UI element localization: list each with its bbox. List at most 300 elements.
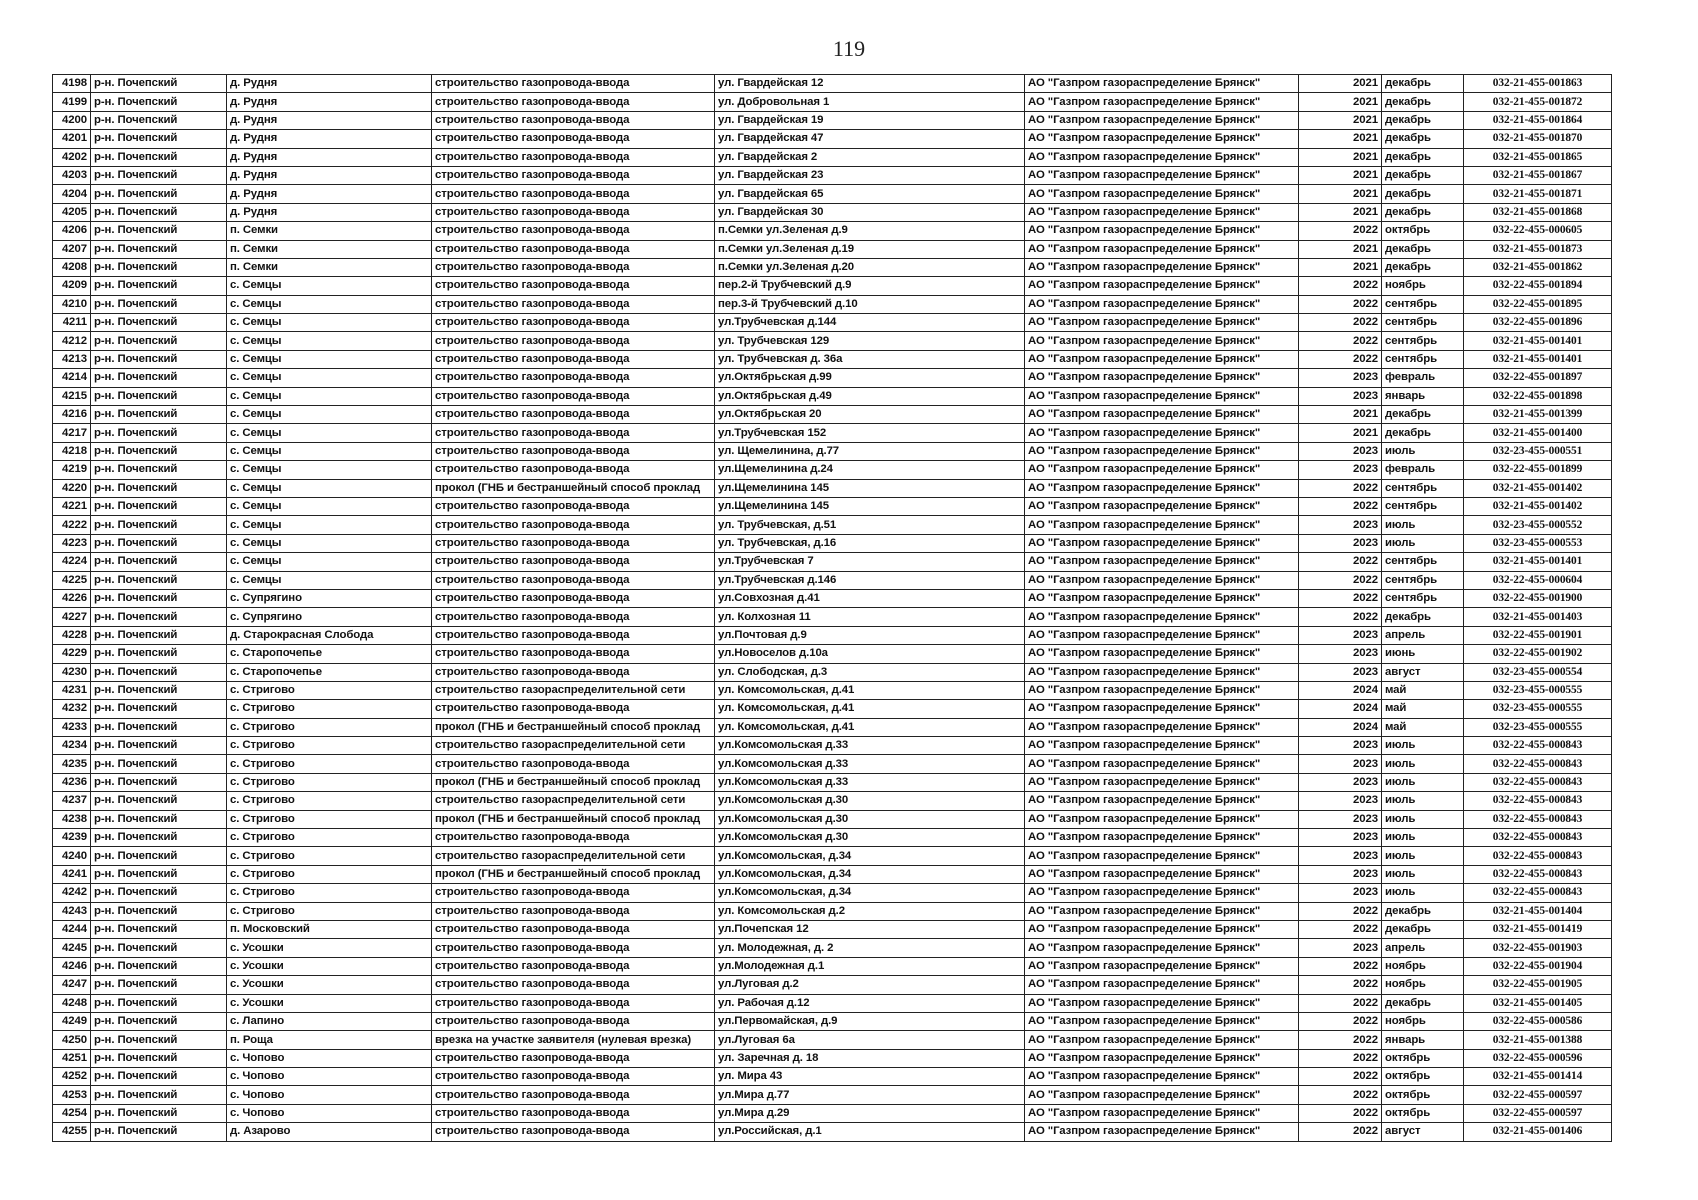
address-cell: пер.3-й Трубчевский д.10 — [715, 295, 1025, 313]
settlement-cell: д. Рудня — [227, 148, 432, 166]
work-type-cell: строительство газопровода-ввода — [432, 534, 715, 552]
organization-cell: АО "Газпром газораспределение Брянск" — [1025, 681, 1299, 699]
month-cell: май — [1382, 700, 1464, 718]
year-cell: 2023 — [1299, 755, 1382, 773]
address-cell: ул. Трубчевская д. 36а — [715, 350, 1025, 368]
district-cell: р-н. Почепский — [91, 902, 227, 920]
table-row — [53, 75, 1612, 93]
page-number: 119 — [832, 36, 866, 61]
request-code-cell: 032-21-455-001404 — [1464, 902, 1612, 920]
table-row — [53, 148, 1612, 166]
organization-cell: АО "Газпром газораспределение Брянск" — [1025, 865, 1299, 883]
month-cell: декабрь — [1382, 406, 1464, 424]
month-cell: ноябрь — [1382, 976, 1464, 994]
work-type-cell: строительство газопровода-ввода — [432, 957, 715, 975]
organization-cell: АО "Газпром газораспределение Брянск" — [1025, 902, 1299, 920]
organization-cell: АО "Газпром газораспределение Брянск" — [1025, 203, 1299, 221]
district-cell: р-н. Почепский — [91, 111, 227, 129]
month-cell: декабрь — [1382, 111, 1464, 129]
row-number: 4247 — [53, 976, 91, 994]
settlement-cell: с. Стригово — [227, 902, 432, 920]
work-type-cell: строительство газопровода-ввода — [432, 350, 715, 368]
year-cell: 2022 — [1299, 1068, 1382, 1086]
address-cell: ул. Гвардейская 12 — [715, 75, 1025, 93]
work-type-cell: строительство газопровода-ввода — [432, 1104, 715, 1122]
address-cell: ул. Слободская, д.3 — [715, 663, 1025, 681]
settlement-cell: с. Стригово — [227, 847, 432, 865]
organization-cell: АО "Газпром газораспределение Брянск" — [1025, 1104, 1299, 1122]
address-cell: ул. Трубчевская, д.16 — [715, 534, 1025, 552]
work-type-cell: строительство газопровода-ввода — [432, 902, 715, 920]
organization-cell: АО "Газпром газораспределение Брянск" — [1025, 295, 1299, 313]
table-row — [53, 111, 1612, 129]
settlement-cell: с. Супрягино — [227, 589, 432, 607]
request-code-cell: 032-22-455-001905 — [1464, 976, 1612, 994]
address-cell: ул. Комсомольская д.2 — [715, 902, 1025, 920]
settlement-cell: с. Семцы — [227, 571, 432, 589]
work-type-cell: строительство газопровода-ввода — [432, 1068, 715, 1086]
month-cell: июль — [1382, 884, 1464, 902]
settlement-cell: д. Рудня — [227, 130, 432, 148]
district-cell: р-н. Почепский — [91, 939, 227, 957]
month-cell: сентябрь — [1382, 314, 1464, 332]
row-number: 4206 — [53, 222, 91, 240]
year-cell: 2022 — [1299, 957, 1382, 975]
settlement-cell: с. Усошки — [227, 939, 432, 957]
address-cell: ул. Заречная д. 18 — [715, 1049, 1025, 1067]
row-number: 4245 — [53, 939, 91, 957]
row-number: 4216 — [53, 406, 91, 424]
row-number: 4238 — [53, 810, 91, 828]
year-cell: 2022 — [1299, 497, 1382, 515]
row-number: 4237 — [53, 792, 91, 810]
work-type-cell: строительство газопровода-ввода — [432, 387, 715, 405]
work-type-cell: строительство газопровода-ввода — [432, 939, 715, 957]
settlement-cell: д. Рудня — [227, 203, 432, 221]
month-cell: октябрь — [1382, 1104, 1464, 1122]
row-number: 4255 — [53, 1123, 91, 1141]
month-cell: февраль — [1382, 461, 1464, 479]
table-row — [53, 534, 1612, 552]
row-number: 4224 — [53, 553, 91, 571]
work-type-cell: строительство газопровода-ввода — [432, 222, 715, 240]
year-cell: 2022 — [1299, 295, 1382, 313]
table-row — [53, 737, 1612, 755]
request-code-cell: 032-23-455-000554 — [1464, 663, 1612, 681]
table-row — [53, 461, 1612, 479]
year-cell: 2023 — [1299, 645, 1382, 663]
request-code-cell: 032-22-455-000843 — [1464, 773, 1612, 791]
district-cell: р-н. Почепский — [91, 350, 227, 368]
year-cell: 2022 — [1299, 1031, 1382, 1049]
row-number: 4213 — [53, 350, 91, 368]
address-cell: ул.Молодежная д.1 — [715, 957, 1025, 975]
request-code-cell: 032-22-455-001901 — [1464, 626, 1612, 644]
table-row — [53, 1123, 1612, 1141]
district-cell: р-н. Почепский — [91, 203, 227, 221]
work-type-cell: строительство газопровода-ввода — [432, 203, 715, 221]
work-type-cell: врезка на участке заявителя (нулевая врезка) — [432, 1031, 715, 1049]
table-row — [53, 884, 1612, 902]
work-type-cell: строительство газораспределительной сети — [432, 737, 715, 755]
address-cell: ул.Трубчевская 7 — [715, 553, 1025, 571]
organization-cell: АО "Газпром газораспределение Брянск" — [1025, 314, 1299, 332]
settlement-cell: с. Семцы — [227, 350, 432, 368]
month-cell: сентябрь — [1382, 589, 1464, 607]
row-number: 4234 — [53, 737, 91, 755]
address-cell: ул.Комсомольская д.30 — [715, 829, 1025, 847]
table-row — [53, 792, 1612, 810]
month-cell: июль — [1382, 865, 1464, 883]
address-cell: ул. Гвардейская 47 — [715, 130, 1025, 148]
month-cell: январь — [1382, 387, 1464, 405]
row-number: 4207 — [53, 240, 91, 258]
district-cell: р-н. Почепский — [91, 810, 227, 828]
district-cell: р-н. Почепский — [91, 700, 227, 718]
row-number: 4250 — [53, 1031, 91, 1049]
month-cell: июль — [1382, 516, 1464, 534]
organization-cell: АО "Газпром газораспределение Брянск" — [1025, 957, 1299, 975]
row-number: 4230 — [53, 663, 91, 681]
address-cell: ул. Щемелинина, д.77 — [715, 442, 1025, 460]
work-type-cell: строительство газопровода-ввода — [432, 185, 715, 203]
month-cell: июль — [1382, 847, 1464, 865]
work-type-cell: строительство газопровода-ввода — [432, 314, 715, 332]
table-row — [53, 957, 1612, 975]
organization-cell: АО "Газпром газораспределение Брянск" — [1025, 1086, 1299, 1104]
request-code-cell: 032-22-455-000597 — [1464, 1086, 1612, 1104]
organization-cell: АО "Газпром газораспределение Брянск" — [1025, 424, 1299, 442]
work-type-cell: прокол (ГНБ и бестраншейный способ проклад — [432, 718, 715, 736]
year-cell: 2023 — [1299, 939, 1382, 957]
year-cell: 2022 — [1299, 571, 1382, 589]
address-cell: ул.Щемелинина д.24 — [715, 461, 1025, 479]
row-number: 4198 — [53, 75, 91, 93]
request-code-cell: 032-22-455-000843 — [1464, 829, 1612, 847]
table-row — [53, 1086, 1612, 1104]
table-row — [53, 645, 1612, 663]
address-cell: ул. Трубчевская 129 — [715, 332, 1025, 350]
address-cell: ул.Почепская 12 — [715, 920, 1025, 938]
table-row — [53, 424, 1612, 442]
request-code-cell: 032-22-455-000843 — [1464, 810, 1612, 828]
district-cell: р-н. Почепский — [91, 424, 227, 442]
month-cell: август — [1382, 1123, 1464, 1141]
work-type-cell: строительство газораспределительной сети — [432, 681, 715, 699]
organization-cell: АО "Газпром газораспределение Брянск" — [1025, 222, 1299, 240]
settlement-cell: с. Старопочепье — [227, 645, 432, 663]
work-type-cell: строительство газопровода-ввода — [432, 571, 715, 589]
address-cell: ул.Комсомольская д.30 — [715, 810, 1025, 828]
work-type-cell: строительство газораспределительной сети — [432, 847, 715, 865]
table-row — [53, 939, 1612, 957]
month-cell: июль — [1382, 792, 1464, 810]
organization-cell: АО "Газпром газораспределение Брянск" — [1025, 111, 1299, 129]
table-row — [53, 810, 1612, 828]
settlement-cell: с. Стригово — [227, 718, 432, 736]
organization-cell: АО "Газпром газораспределение Брянск" — [1025, 406, 1299, 424]
table-row — [53, 1049, 1612, 1067]
settlement-cell: с. Семцы — [227, 295, 432, 313]
year-cell: 2021 — [1299, 93, 1382, 111]
request-code-cell: 032-21-455-001865 — [1464, 148, 1612, 166]
year-cell: 2022 — [1299, 608, 1382, 626]
district-cell: р-н. Почепский — [91, 295, 227, 313]
address-cell: ул. Комсомольская, д.41 — [715, 681, 1025, 699]
month-cell: февраль — [1382, 369, 1464, 387]
row-number: 4227 — [53, 608, 91, 626]
table-row — [53, 1104, 1612, 1122]
district-cell: р-н. Почепский — [91, 406, 227, 424]
address-cell: п.Семки ул.Зеленая д.9 — [715, 222, 1025, 240]
month-cell: май — [1382, 681, 1464, 699]
table-row — [53, 222, 1612, 240]
address-cell: ул.Октябрьская д.49 — [715, 387, 1025, 405]
district-cell: р-н. Почепский — [91, 534, 227, 552]
year-cell: 2023 — [1299, 773, 1382, 791]
row-number: 4231 — [53, 681, 91, 699]
year-cell: 2022 — [1299, 902, 1382, 920]
row-number: 4215 — [53, 387, 91, 405]
month-cell: декабрь — [1382, 166, 1464, 184]
table-row — [53, 755, 1612, 773]
organization-cell: АО "Газпром газораспределение Брянск" — [1025, 810, 1299, 828]
table-row — [53, 608, 1612, 626]
organization-cell: АО "Газпром газораспределение Брянск" — [1025, 792, 1299, 810]
table-row — [53, 442, 1612, 460]
table-row — [53, 589, 1612, 607]
table-row — [53, 700, 1612, 718]
row-number: 4246 — [53, 957, 91, 975]
request-code-cell: 032-21-455-001402 — [1464, 479, 1612, 497]
organization-cell: АО "Газпром газораспределение Брянск" — [1025, 829, 1299, 847]
district-cell: р-н. Почепский — [91, 829, 227, 847]
settlement-cell: с. Стригово — [227, 737, 432, 755]
work-type-cell: прокол (ГНБ и бестраншейный способ проклад — [432, 865, 715, 883]
request-code-cell: 032-21-455-001402 — [1464, 497, 1612, 515]
table-row — [53, 663, 1612, 681]
row-number: 4226 — [53, 589, 91, 607]
address-cell: ул.Комсомольская, д.34 — [715, 884, 1025, 902]
settlement-cell: с. Семцы — [227, 479, 432, 497]
request-code-cell: 032-21-455-001867 — [1464, 166, 1612, 184]
settlement-cell: с. Лапино — [227, 1012, 432, 1030]
month-cell: июль — [1382, 773, 1464, 791]
address-cell: ул. Гвардейская 65 — [715, 185, 1025, 203]
district-cell: р-н. Почепский — [91, 957, 227, 975]
month-cell: декабрь — [1382, 902, 1464, 920]
table-row — [53, 1031, 1612, 1049]
work-type-cell: строительство газопровода-ввода — [432, 645, 715, 663]
address-cell: ул.Комсомольская д.33 — [715, 737, 1025, 755]
year-cell: 2023 — [1299, 626, 1382, 644]
year-cell: 2022 — [1299, 277, 1382, 295]
settlement-cell: с. Стригово — [227, 810, 432, 828]
row-number: 4243 — [53, 902, 91, 920]
organization-cell: АО "Газпром газораспределение Брянск" — [1025, 1012, 1299, 1030]
district-cell: р-н. Почепский — [91, 755, 227, 773]
settlement-cell: с. Стригово — [227, 681, 432, 699]
settlement-cell: с. Семцы — [227, 387, 432, 405]
year-cell: 2021 — [1299, 203, 1382, 221]
settlement-cell: д. Рудня — [227, 75, 432, 93]
table-row — [53, 773, 1612, 791]
settlement-cell: с. Семцы — [227, 553, 432, 571]
work-type-cell: строительство газопровода-ввода — [432, 166, 715, 184]
year-cell: 2021 — [1299, 75, 1382, 93]
row-number: 4252 — [53, 1068, 91, 1086]
address-cell: ул. Молодежная, д. 2 — [715, 939, 1025, 957]
year-cell: 2021 — [1299, 111, 1382, 129]
request-code-cell: 032-21-455-001871 — [1464, 185, 1612, 203]
year-cell: 2023 — [1299, 369, 1382, 387]
address-cell: ул. Гвардейская 19 — [715, 111, 1025, 129]
settlement-cell: д. Старокрасная Слобода — [227, 626, 432, 644]
settlement-cell: с. Стригово — [227, 884, 432, 902]
month-cell: декабрь — [1382, 93, 1464, 111]
address-cell: ул.Трубчевская д.144 — [715, 314, 1025, 332]
district-cell: р-н. Почепский — [91, 718, 227, 736]
work-type-cell: строительство газопровода-ввода — [432, 332, 715, 350]
request-code-cell: 032-21-455-001405 — [1464, 994, 1612, 1012]
work-type-cell: строительство газопровода-ввода — [432, 755, 715, 773]
district-cell: р-н. Почепский — [91, 314, 227, 332]
table-row — [53, 93, 1612, 111]
request-code-cell: 032-22-455-000843 — [1464, 737, 1612, 755]
year-cell: 2022 — [1299, 553, 1382, 571]
district-cell: р-н. Почепский — [91, 589, 227, 607]
registry-table-body — [53, 75, 1612, 1142]
request-code-cell: 032-21-455-001868 — [1464, 203, 1612, 221]
settlement-cell: с. Усошки — [227, 957, 432, 975]
request-code-cell: 032-22-455-001895 — [1464, 295, 1612, 313]
request-code-cell: 032-21-455-001388 — [1464, 1031, 1612, 1049]
request-code-cell: 032-21-455-001399 — [1464, 406, 1612, 424]
table-row — [53, 387, 1612, 405]
year-cell: 2021 — [1299, 424, 1382, 442]
work-type-cell: строительство газопровода-ввода — [432, 240, 715, 258]
district-cell: р-н. Почепский — [91, 1012, 227, 1030]
organization-cell: АО "Газпром газораспределение Брянск" — [1025, 1031, 1299, 1049]
organization-cell: АО "Газпром газораспределение Брянск" — [1025, 258, 1299, 276]
row-number: 4241 — [53, 865, 91, 883]
organization-cell: АО "Газпром газораспределение Брянск" — [1025, 75, 1299, 93]
year-cell: 2022 — [1299, 1086, 1382, 1104]
request-code-cell: 032-22-455-001898 — [1464, 387, 1612, 405]
row-number: 4211 — [53, 314, 91, 332]
settlement-cell: с. Чопово — [227, 1068, 432, 1086]
settlement-cell: д. Рудня — [227, 185, 432, 203]
row-number: 4242 — [53, 884, 91, 902]
table-row — [53, 406, 1612, 424]
settlement-cell: п. Московский — [227, 920, 432, 938]
row-number: 4209 — [53, 277, 91, 295]
request-code-cell: 032-21-455-001870 — [1464, 130, 1612, 148]
address-cell: п.Семки ул.Зеленая д.19 — [715, 240, 1025, 258]
organization-cell: АО "Газпром газораспределение Брянск" — [1025, 608, 1299, 626]
month-cell: октябрь — [1382, 1068, 1464, 1086]
work-type-cell: строительство газопровода-ввода — [432, 829, 715, 847]
table-row — [53, 902, 1612, 920]
settlement-cell: д. Рудня — [227, 111, 432, 129]
district-cell: р-н. Почепский — [91, 994, 227, 1012]
request-code-cell: 032-22-455-000597 — [1464, 1104, 1612, 1122]
month-cell: декабрь — [1382, 240, 1464, 258]
row-number: 4202 — [53, 148, 91, 166]
work-type-cell: строительство газопровода-ввода — [432, 553, 715, 571]
month-cell: ноябрь — [1382, 1012, 1464, 1030]
row-number: 4239 — [53, 829, 91, 847]
district-cell: р-н. Почепский — [91, 976, 227, 994]
settlement-cell: с. Чопово — [227, 1086, 432, 1104]
month-cell: декабрь — [1382, 185, 1464, 203]
organization-cell: АО "Газпром газораспределение Брянск" — [1025, 93, 1299, 111]
organization-cell: АО "Газпром газораспределение Брянск" — [1025, 534, 1299, 552]
work-type-cell: прокол (ГНБ и бестраншейный способ проклад — [432, 773, 715, 791]
table-row — [53, 920, 1612, 938]
organization-cell: АО "Газпром газораспределение Брянск" — [1025, 387, 1299, 405]
request-code-cell: 032-23-455-000555 — [1464, 700, 1612, 718]
month-cell: декабрь — [1382, 424, 1464, 442]
work-type-cell: строительство газопровода-ввода — [432, 626, 715, 644]
organization-cell: АО "Газпром газораспределение Брянск" — [1025, 461, 1299, 479]
year-cell: 2021 — [1299, 148, 1382, 166]
organization-cell: АО "Газпром газораспределение Брянск" — [1025, 589, 1299, 607]
organization-cell: АО "Газпром газораспределение Брянск" — [1025, 663, 1299, 681]
work-type-cell: строительство газопровода-ввода — [432, 516, 715, 534]
address-cell: п.Семки ул.Зеленая д.20 — [715, 258, 1025, 276]
table-row — [53, 718, 1612, 736]
row-number: 4254 — [53, 1104, 91, 1122]
row-number: 4210 — [53, 295, 91, 313]
row-number: 4222 — [53, 516, 91, 534]
organization-cell: АО "Газпром газораспределение Брянск" — [1025, 773, 1299, 791]
address-cell: ул.Луговая д.2 — [715, 976, 1025, 994]
year-cell: 2022 — [1299, 314, 1382, 332]
settlement-cell: п. Семки — [227, 240, 432, 258]
year-cell: 2021 — [1299, 185, 1382, 203]
table-row — [53, 130, 1612, 148]
request-code-cell: 032-22-455-000586 — [1464, 1012, 1612, 1030]
month-cell: декабрь — [1382, 75, 1464, 93]
district-cell: р-н. Почепский — [91, 93, 227, 111]
table-row — [53, 626, 1612, 644]
work-type-cell: строительство газопровода-ввода — [432, 111, 715, 129]
organization-cell: АО "Газпром газораспределение Брянск" — [1025, 1123, 1299, 1141]
row-number: 4228 — [53, 626, 91, 644]
organization-cell: АО "Газпром газораспределение Брянск" — [1025, 884, 1299, 902]
address-cell: ул.Октябрьская 20 — [715, 406, 1025, 424]
table-row — [53, 571, 1612, 589]
organization-cell: АО "Газпром газораспределение Брянск" — [1025, 645, 1299, 663]
row-number: 4248 — [53, 994, 91, 1012]
month-cell: сентябрь — [1382, 350, 1464, 368]
year-cell: 2023 — [1299, 387, 1382, 405]
work-type-cell: строительство газопровода-ввода — [432, 75, 715, 93]
request-code-cell: 032-21-455-001872 — [1464, 93, 1612, 111]
district-cell: р-н. Почепский — [91, 166, 227, 184]
request-code-cell: 032-22-455-001894 — [1464, 277, 1612, 295]
work-type-cell: строительство газопровода-ввода — [432, 1123, 715, 1141]
organization-cell: АО "Газпром газораспределение Брянск" — [1025, 994, 1299, 1012]
work-type-cell: прокол (ГНБ и бестраншейный способ проклад — [432, 479, 715, 497]
address-cell: ул. Комсомольская, д.41 — [715, 700, 1025, 718]
organization-cell: АО "Газпром газораспределение Брянск" — [1025, 148, 1299, 166]
row-number: 4229 — [53, 645, 91, 663]
year-cell: 2024 — [1299, 718, 1382, 736]
year-cell: 2022 — [1299, 589, 1382, 607]
settlement-cell: с. Стригово — [227, 773, 432, 791]
